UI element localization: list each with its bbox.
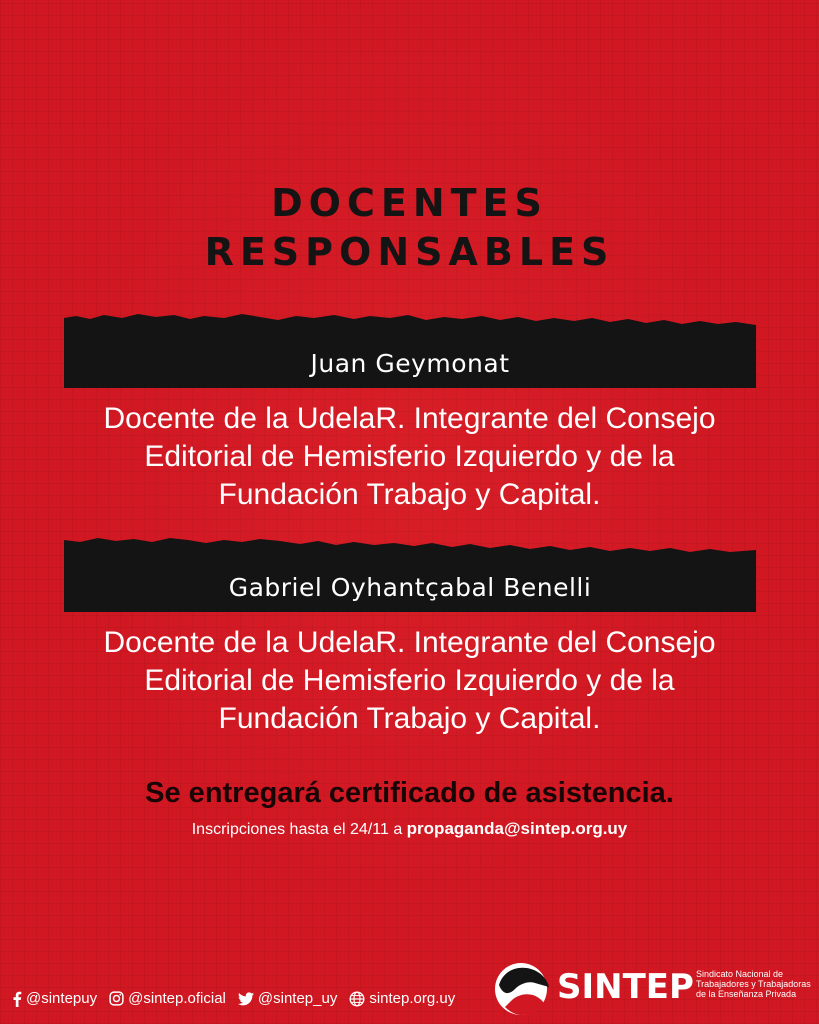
description-line: Docente de la UdelaR. Integrante del Consejo (103, 626, 716, 659)
logo-brand: SINTEP (557, 967, 694, 1007)
description-line: Docente de la UdelaR. Integrante del Consejo (103, 402, 716, 435)
social-label: @sintep.oficial (128, 990, 226, 1007)
social-footer (12, 990, 455, 1007)
sintep-emblem-icon (491, 957, 551, 1017)
logo-subtitle-line: de la Enseñanza Privada (696, 989, 797, 999)
logo-subtitle-line: Trabajadores y Trabajadoras (696, 979, 811, 989)
name-band-1 (64, 312, 756, 388)
globe-icon (349, 991, 365, 1007)
teacher-name: Gabriel Oyhantçabal Benelli (228, 573, 592, 602)
registration-email-link[interactable]: propaganda@sintep.org.uy (406, 819, 628, 838)
certificate-note: Se entregará certificado de asistencia. (145, 777, 674, 809)
description-line: Fundación Trabajo y Capital. (218, 478, 601, 511)
twitter-icon (238, 992, 254, 1006)
social-twitter[interactable] (238, 990, 337, 1007)
social-label: @sintepuy (26, 990, 98, 1007)
title-line-1: DOCENTES (271, 181, 548, 225)
social-label: @sintep_uy (257, 990, 338, 1007)
description-line: Editorial de Hemisferio Izquierdo y de la (144, 664, 675, 697)
facebook-icon (12, 991, 22, 1007)
social-label: sintep.org.uy (369, 990, 456, 1007)
teacher-description (40, 624, 779, 738)
title-line-2: RESPONSABLES (204, 230, 615, 274)
logo-subtitle (696, 969, 811, 999)
sintep-logo (491, 957, 811, 1017)
registration-note (0, 819, 819, 839)
social-website[interactable] (349, 990, 455, 1007)
teacher-name: Juan Geymonat (310, 349, 510, 378)
registration-prefix: Inscripciones hasta el 24/11 a (191, 821, 403, 838)
social-instagram[interactable] (109, 990, 226, 1007)
teacher-description (40, 400, 779, 514)
social-facebook[interactable] (12, 990, 97, 1007)
name-band-2 (64, 536, 756, 612)
description-line: Fundación Trabajo y Capital. (218, 702, 601, 735)
description-line: Editorial de Hemisferio Izquierdo y de la (144, 440, 675, 473)
logo-subtitle-line: Sindicato Nacional de (696, 969, 784, 979)
instagram-icon (109, 991, 124, 1006)
